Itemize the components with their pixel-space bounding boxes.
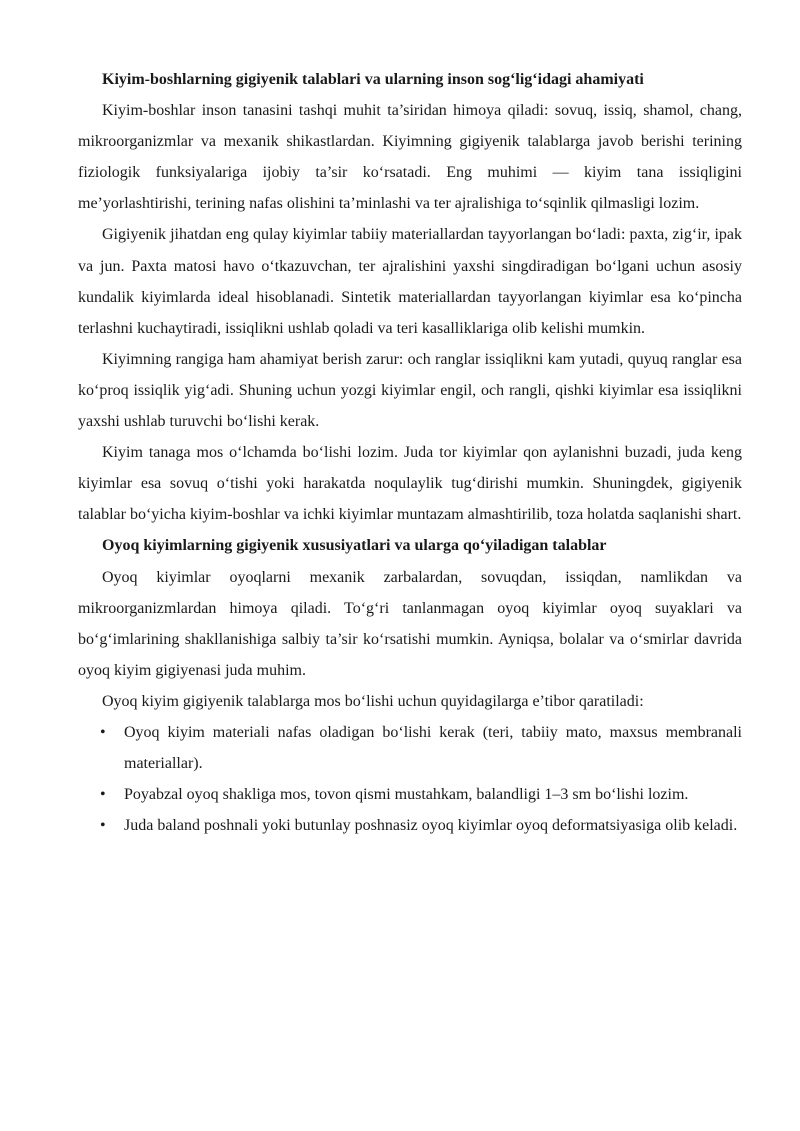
list-item	[78, 717, 742, 779]
paragraph-natural-materials: Gigiyenik jihatdan eng qulay kiyimlar tabiiy materiallardan tayyorlangan bo‘ladi: paxta, zig‘ir, ipak va jun. Paxta matosi havo o‘tkazuvchan, ter ajralishini yaxshi singdiradigan bo‘lgani uchun asosiy kundalik kiyimlarda ideal hisoblanadi. Sintetik materiallardan tayyorlangan kiyimlar esa ko‘pincha terlashni kuchaytiradi, issiqlikni ushlab qoladi va teri kasalliklariga olib kelishi mumkin.	[78, 226, 742, 337]
bullet-icon: •	[100, 723, 106, 741]
section-heading-footwear: Oyoq kiyimlarning gigiyenik xususiyatlari va ularga qo‘yiladigan talablar	[102, 537, 607, 555]
footwear-requirements-list	[78, 717, 742, 841]
paragraph-clothing-color: Kiyimning rangiga ham ahamiyat berish zarur: och ranglar issiqlikni kam yutadi, quyuq ranglar esa ko‘proq issiqlik yig‘adi. Shuning uchun yozgi kiyimlar engil, och rangli, qishki kiyimlar esa issiqlikni yaxshi ushlab turuvchi bo‘lishi kerak.	[78, 350, 742, 431]
list-item-text: Juda baland poshnali yoki butunlay poshnasiz oyoq kiyimlar oyoq deformatsiyasiga olib keladi.	[124, 817, 738, 835]
paragraph-footwear-requirements-intro: Oyoq kiyim gigiyenik talablarga mos bo‘lishi uchun quyidagilarga e’tibor qaratiladi:	[102, 692, 644, 710]
paragraph-clothing-protection: Kiyim-boshlar inson tanasini tashqi muhit ta’siridan himoya qiladi: sovuq, issiq, shamol, chang, mikroorganizmlar va mexanik shikastlardan. Kiyimning gigiyenik talablarga javob berishi terining fiziologik funksiyalariga ijobiy ta’sir ko‘rsatadi. Eng muhimi — kiyim tana issiqligini me’yorlashtirishi, terining nafas olishini ta’minlashi va ter ajralishiga to‘sqinlik qilmasligi lozim.	[78, 102, 742, 213]
bullet-icon: •	[100, 786, 106, 804]
paragraph-clothing-size: Kiyim tanaga mos o‘lchamda bo‘lishi lozim. Juda tor kiyimlar qon aylanishni buzadi, juda keng kiyimlar esa sovuq o‘tishi yoki harakatda noqulaylik tug‘dirishi mumkin. Shuningdek, gigiyenik talablar bo‘yicha kiyim-boshlar va ichki kiyimlar muntazam almashtirilib, toza holatda saqlanishi shart.	[78, 444, 742, 524]
paragraph-footwear-protection: Oyoq kiyimlar oyoqlarni mexanik zarbalardan, sovuqdan, issiqdan, namlikdan va mikroorganizmlardan himoya qiladi. To‘g‘ri tanlanmagan oyoq kiyimlar oyoq suyaklari va bo‘g‘imlarining shakllanishiga salbiy ta’sir ko‘rsatishi mumkin. Ayniqsa, bolalar va o‘smirlar davrida oyoq kiyim gigiyenasi juda muhim.	[78, 568, 742, 679]
list-item-text: Oyoq kiyim materiali nafas oladigan bo‘lishi kerak (teri, tabiiy mato, maxsus membranali materiallar).	[124, 723, 742, 773]
list-item	[78, 810, 742, 841]
section-heading-clothing: Kiyim-boshlarning gigiyenik talablari va ularning inson sog‘lig‘idagi ahamiyati	[102, 71, 644, 88]
document-page	[78, 64, 742, 841]
bullet-icon: •	[100, 817, 106, 835]
list-item	[78, 779, 742, 810]
list-item-text: Poyabzal oyoq shakliga mos, tovon qismi mustahkam, balandligi 1–3 sm bo‘lishi lozim.	[124, 786, 689, 804]
